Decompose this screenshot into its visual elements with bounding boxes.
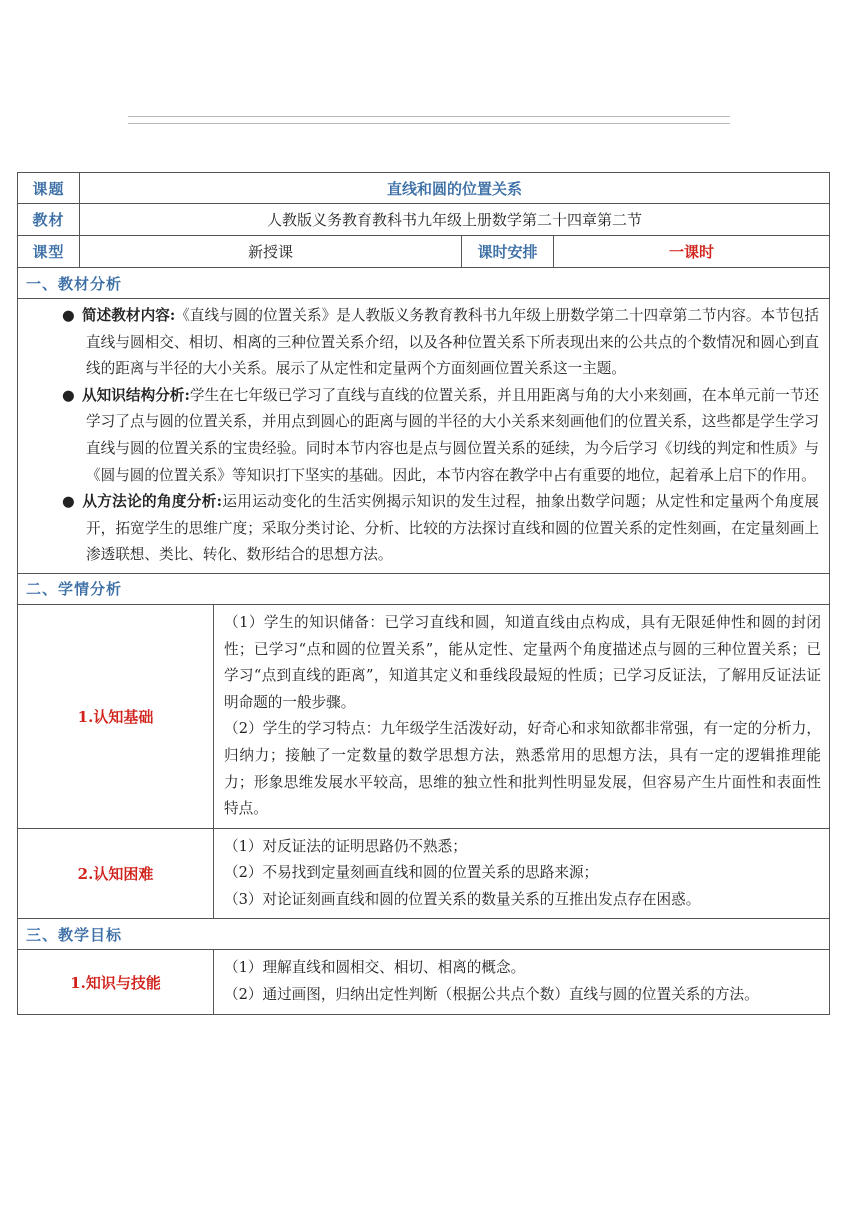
row-label-cognitive-basis: 1.认知基础: [18, 604, 214, 828]
bullet-text: 《直线与圆的位置关系》是人教版义务教育教科书九年级上册数学第二十四章第二节内容。本节包括直线与圆相交、相切、相离的三种位置关系介绍，以及各种位置关系下所表现出来的公共点的个数情况和圆心到直线的距离与半径的大小关系。展示了从定性和定量两个方面刻画位置关系这一主题。: [86, 307, 820, 378]
bullet-text: 运用运动变化的生活实例揭示知识的发生过程，抽象出数学问题；从定性和定量两个角度展开，拓宽学生的思维广度；采取分类讨论、分析、比较的方法探讨直线和圆的位置关系的定性刻画，在定量刻画上渗透联想、类比、转化、数形结合的思想方法。: [86, 493, 820, 564]
content-paragraph: （3）对论证刻画直线和圆的位置关系的数量关系的互推出发点存在困惑。: [224, 890, 701, 908]
content-paragraph: （1）学生的知识储备：已学习直线和圆，知道直线由点构成，具有无限延伸性和圆的封闭性；已学习“点和圆的位置关系”，能从定性、定量两个角度描述点与圆的三种位置关系；已学习“点到直线的距离”，知道其定义和垂线段最短的性质；已学习反证法，了解用反证法证明命题的一般步骤。: [224, 613, 822, 711]
section2-header-row: [18, 573, 830, 604]
course-label: 课题: [18, 173, 80, 204]
bullet-dot-icon: ●: [62, 493, 75, 511]
section3-header-row: [18, 919, 830, 950]
content-paragraph: （1）对反证法的证明思路仍不熟悉；: [224, 837, 467, 855]
analysis-row: [18, 828, 830, 919]
bullet-text: 学生在七年级已学习了直线与直线的位置关系，并且用距离与角的大小来刻画，在本单元前一节还学习了点与圆的位置关系，并用点到圆心的距离与圆的半径的大小关系来刻画他们的位置关系，这些都是学生学习直线与圆的位置关系的宝贵经验。同时本节内容也是点与圆位置关系的延续，为今后学习《切线的判定和性质》与《圆与圆的位置关系》等知识打下坚实的基础。因此，本节内容在教学中占有重要的地位，起着承上启下的作用。: [86, 386, 820, 484]
schedule-label: 课时安排: [462, 236, 554, 268]
objective-row: [18, 950, 830, 1014]
content-paragraph: （2）学生的学习特点：九年级学生活泼好动，好奇心和求知欲都非常强，有一定的分析力，归纳力；接触了一定数量的数学思想方法，熟悉常用的思想方法，具有一定的逻辑推理能力；形象思维发展水平较高，思维的独立性和批判性明显发展，但容易产生片面性和表面性特点。: [224, 720, 822, 818]
row-label-cognitive-difficulty: 2.认知困难: [18, 828, 214, 919]
section3-title: 三、教学目标: [18, 919, 830, 950]
section1-body-row: [18, 299, 830, 574]
bullet-item: [62, 383, 819, 489]
bullet-dot-icon: ●: [62, 386, 75, 404]
course-row: [18, 173, 830, 204]
bullet-lead: 从方法论的角度分析:: [82, 493, 223, 511]
course-title: 直线和圆的位置关系: [80, 173, 830, 204]
section1-title: 一、教材分析: [18, 268, 830, 299]
row-content: [214, 828, 830, 919]
material-row: [18, 204, 830, 236]
row-content: [214, 950, 830, 1014]
content-paragraph: （2）通过画图，归纳出定性判断（根据公共点个数）直线与圆的位置关系的方法。: [224, 986, 759, 1004]
bullet-lead: 从知识结构分析:: [82, 386, 190, 404]
content-paragraph: （1）理解直线和圆相交、相切、相离的概念。: [224, 959, 526, 977]
material-label: 教材: [18, 204, 80, 236]
section1-body: [18, 299, 830, 574]
material-value: 人教版义务教育教科书九年级上册数学第二十四章第二节: [80, 204, 830, 236]
bullet-item: [62, 489, 819, 569]
section1-header-row: [18, 268, 830, 299]
type-row: [18, 236, 830, 268]
page-header-rule: [128, 116, 730, 124]
type-value: 新授课: [80, 236, 462, 268]
type-label: 课型: [18, 236, 80, 268]
bullet-lead: 简述教材内容:: [82, 307, 176, 324]
lesson-plan-table: [17, 172, 830, 1015]
schedule-value: 一课时: [554, 236, 830, 268]
analysis-row: [18, 604, 830, 828]
row-label-knowledge-skills: 1.知识与技能: [18, 950, 214, 1014]
row-content: [214, 604, 830, 828]
content-paragraph: （2）不易找到定量刻画直线和圆的位置关系的思路来源；: [224, 864, 599, 882]
section2-title: 二、学情分析: [18, 573, 830, 604]
bullet-dot-icon: ●: [62, 307, 75, 324]
bullet-item: [62, 303, 819, 383]
